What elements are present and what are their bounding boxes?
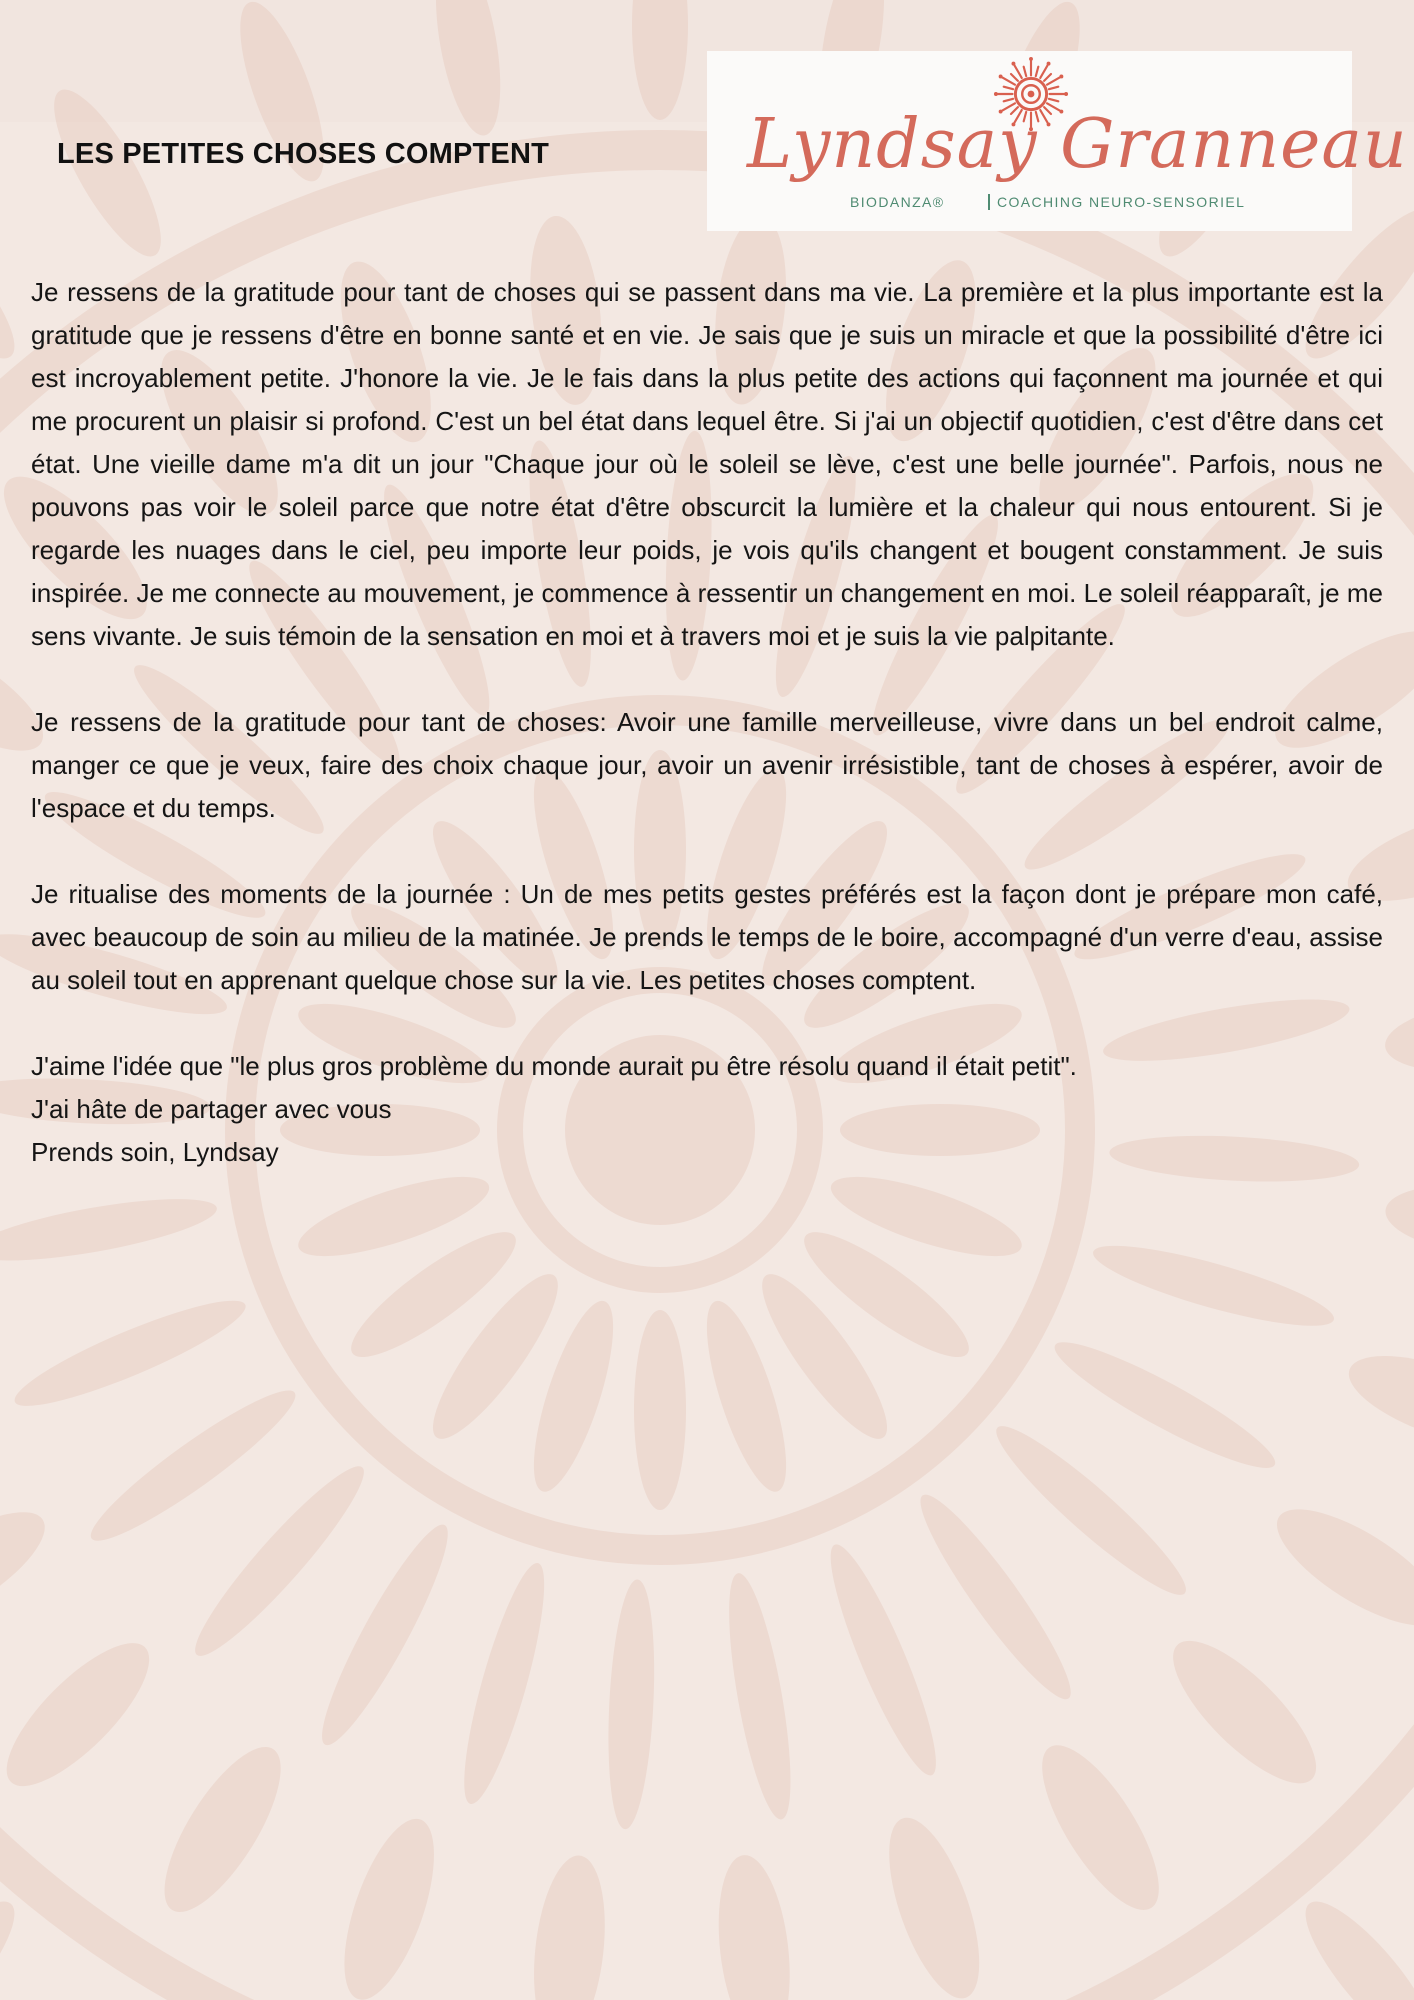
paragraph: Je ressens de la gratitude pour tant de choses: Avoir une famille merveilleuse, vivre dans un bel endroit calme, manger ce que je veux, faire des choix chaque jour, avoir un avenir irrésistible, tant de choses à espérer, avoir de l'espace et du temps. [31,707,1383,823]
brand-logo [707,51,1408,231]
paragraph: Je ritualise des moments de la journée : Un de mes petits gestes préférés est la façon dont je prépare mon café, avec beaucoup de soin au milieu de la matinée. Je prends le temps de le boire, accompagné d'un verre d'eau, assise au soleil tout en apprenant quelque chose sur la vie. Les petites choses comptent. [31,879,1383,995]
closing-line: Prends soin, Lyndsay [31,1137,279,1167]
closing-line: J'ai hâte de partager avec vous [31,1094,392,1124]
paragraph: Je ressens de la gratitude pour tant de choses qui se passent dans ma vie. La première et la plus importante est la gratitude que je ressens d'être en bonne santé et en vie. Je sais que je suis un miracle et que la possibilité d'être ici est incroyablement petite. J'honore la vie. Je le fais dans la plus petite des actions qui façonnent ma journée et qui me procurent un plaisir si profond. C'est un bel état dans lequel être. Si j'ai un objectif quotidien, c'est d'être dans cet état. Une vieille dame m'a dit un jour "Chaque jour où le soleil se lève, c'est une belle journée". Parfois, nous ne pouvons pas voir le soleil parce que notre état d'être obscurcit la lumière et la chaleur qui nous entourent. Si je regarde les nuages dans le ciel, peu importe leur poids, je vois qu'ils changent et bougent constamment. Je suis inspirée. Je me connecte au mouvement, je commence à ressentir un changement en moi. Le soleil réapparaît, je me sens vivante. Je suis témoin de la sensation en moi et à travers moi et je suis la vie palpitante. [31,277,1383,651]
logo-subtitle-coaching: COACHING NEURO-SENSORIEL [997,194,1246,210]
closing-block [31,1045,1383,1174]
closing-line: J'aime l'idée que "le plus gros problème du monde aurait pu être résolu quand il était petit". [31,1051,1077,1081]
logo-subtitle-biodanza: BIODANZA® [850,194,945,210]
document-body [31,271,1383,1174]
logo-divider [988,194,990,210]
page-title: LES PETITES CHOSES COMPTENT [57,138,550,170]
logo-name: Lyndsay Granneau [747,105,1408,184]
